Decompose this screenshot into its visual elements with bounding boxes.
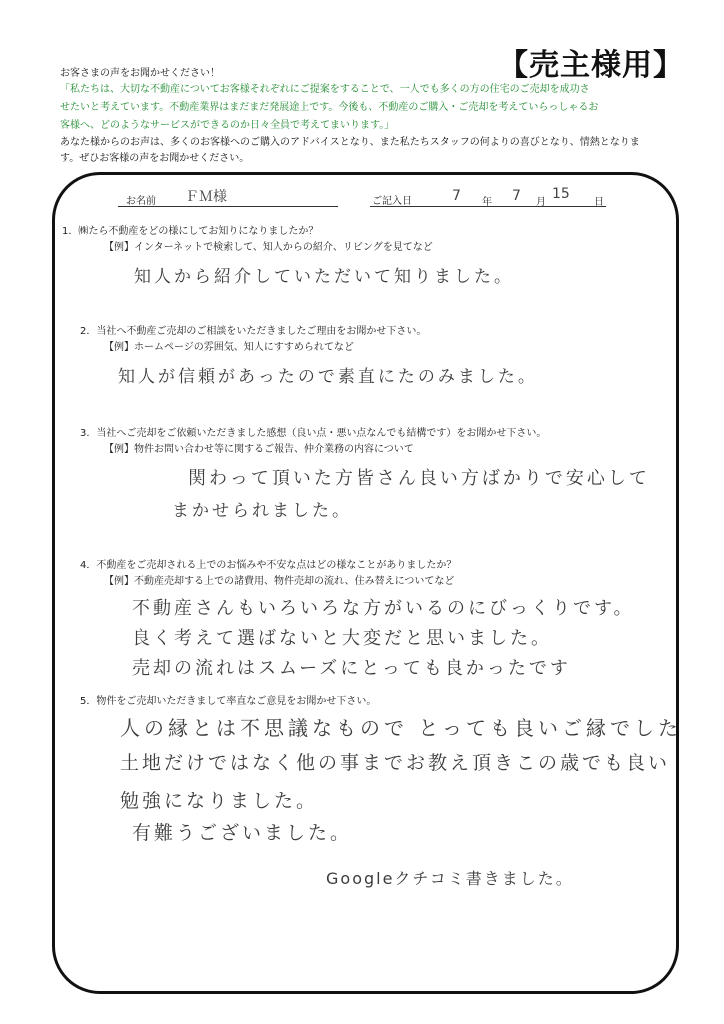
question-1-example: 【例】インターネットで検索して、知人からの紹介、リビングを見てなど bbox=[104, 242, 433, 253]
date-day-value: 15 bbox=[552, 186, 570, 202]
intro-heading: お客さまの声をお聞かせください！ bbox=[60, 68, 220, 79]
answer-4-line-1: 不動産さんもいろいろな方がいるのにびっくりです。 bbox=[132, 598, 635, 619]
day-label: 日 bbox=[594, 197, 604, 208]
question-2-example: 【例】ホームページの雰囲気、知人にすすめられてなど bbox=[104, 342, 354, 353]
google-review-note: Googleクチコミ書きました。 bbox=[326, 869, 574, 888]
answer-4-line-3: 売却の流れはスムーズにとっても良かったです bbox=[132, 658, 571, 679]
answer-5-line-1: 人の縁とは不思議なもので とっても良いご縁でした bbox=[120, 716, 682, 740]
page-title: 【売主様用】 bbox=[498, 48, 684, 83]
question-1: 1．㈱たら不動産をどの様にしてお知りになりましたか？ bbox=[62, 226, 319, 237]
date-month-value: 7 bbox=[512, 188, 521, 204]
question-2: 2．当社へ不動産ご売却のご相談をいただきましたご理由をお聞かせ下さい。 bbox=[80, 326, 427, 337]
question-5: 5．物件をご売却いただきまして率直なご意見をお聞かせ下さい。 bbox=[80, 696, 377, 707]
date-underline bbox=[370, 206, 606, 207]
answer-5-line-2: 土地だけではなく他の事までお教え頂きこの歳でも良い bbox=[120, 752, 671, 774]
question-3: 3．当社へご売却をご依頼いただきました感想（良い点・悪い点なんでも結構です）をお聞かせ下さい。 bbox=[80, 428, 547, 439]
year-label: 年 bbox=[482, 197, 492, 208]
answer-5-line-3: 勉強になりました。 bbox=[120, 790, 319, 812]
intro-statement-line-2: せたいと考えています。不動産業界はまだまだ発展途上です。今後も、不動産のご購入・ご売却を考えていらっしゃるお bbox=[60, 102, 599, 113]
month-label: 月 bbox=[536, 197, 546, 208]
name-label: お名前 bbox=[126, 196, 156, 207]
question-4: 4．不動産をご売却される上でのお悩みや不安な点はどの様なことがありましたか？ bbox=[80, 560, 457, 571]
name-underline bbox=[118, 206, 338, 207]
answer-3-line-2: まかせられました。 bbox=[172, 501, 352, 521]
answer-3-line-1: 関わって頂いた方皆さん良い方ばかりで安心して bbox=[188, 468, 650, 489]
intro-request-line-1: あなた様からのお声は、多くのお客様へのご購入のアドバイスとなり、また私たちスタッフの何よりの喜びとなり、情熱となりま bbox=[60, 137, 640, 148]
date-year-value: 7 bbox=[452, 188, 461, 204]
intro-request-line-2: す。ぜひお客様の声をお聞かせください。 bbox=[60, 153, 250, 164]
answer-4-line-2: 良く考えて選ばないと大変だと思いました。 bbox=[132, 628, 552, 649]
question-4-example: 【例】不動産売却する上での諸費用、物件売却の流れ、住み替えについてなど bbox=[104, 576, 455, 587]
answer-1-line-1: 知人から紹介していただいて知りました。 bbox=[134, 267, 514, 287]
intro-statement-line-3: 客様へ、どのようなサービスができるのか日々全員で考えてまいります。」 bbox=[60, 120, 395, 131]
intro-statement-line-1: 「私たちは、大切な不動産についてお客様それぞれにご提案をすることで、一人でも多くの方の住宅のご売却を成功さ bbox=[60, 84, 590, 95]
answer-5-line-4: 有難うございました。 bbox=[132, 822, 353, 844]
question-3-example: 【例】物件お問い合わせ等に関するご報告、仲介業務の内容について bbox=[104, 444, 414, 455]
date-label: ご記入日 bbox=[372, 196, 412, 207]
name-value: ＦＭ様 bbox=[185, 189, 227, 205]
answer-2-line-1: 知人が信頼があったので素直にたのみました。 bbox=[118, 367, 538, 387]
